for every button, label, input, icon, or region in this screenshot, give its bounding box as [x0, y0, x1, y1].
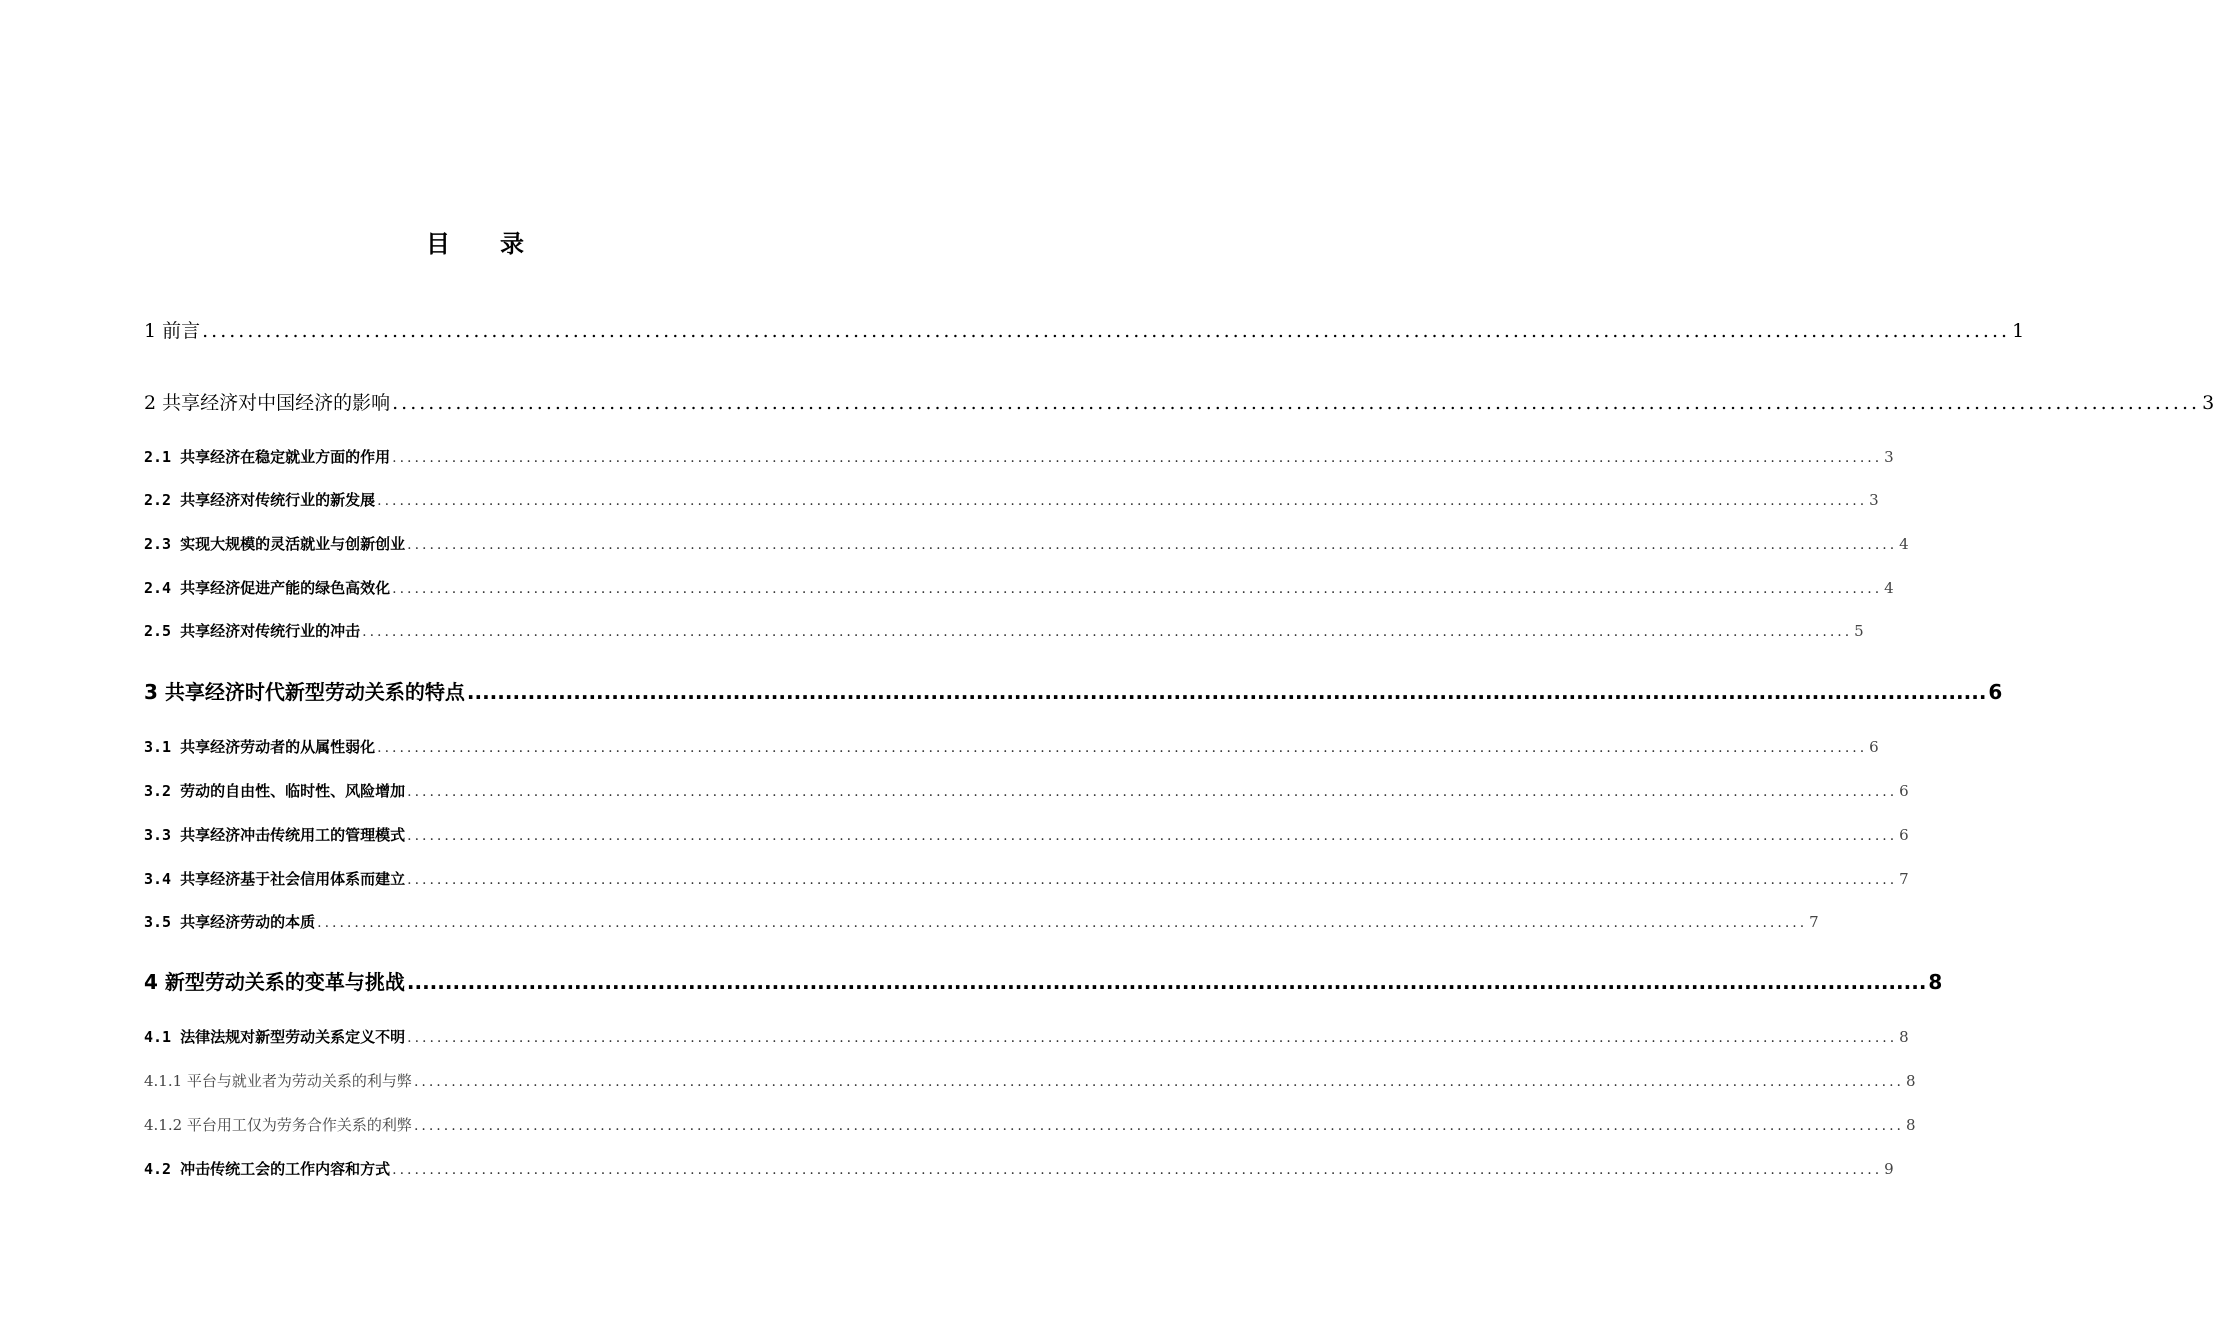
toc-entry-page-number: 7: [1899, 870, 1909, 888]
toc-entry-page-number: 4: [1899, 535, 1909, 553]
toc-entry-label: 3 共享经济时代新型劳动关系的特点: [144, 680, 465, 704]
toc-entry-page-number: 1: [2012, 320, 2025, 342]
toc-leader-dots: ........................................................................................................................................................................................................: [466, 680, 1987, 704]
toc-entry[interactable]: [144, 911, 1819, 932]
toc-leader-dots: ........................................................................................................................................................................................................: [413, 1074, 1904, 1090]
toc-entry-page-number: 9: [1884, 1160, 1894, 1178]
toc-entry-label: 2.1 共享经济在稳定就业方面的作用: [144, 448, 391, 466]
toc-entry-page-number: 8: [1928, 970, 1943, 994]
toc-leader-dots: ........................................................................................................................................................................................................: [392, 450, 1883, 466]
toc-entry-label: 2.2 共享经济对传统行业的新发展: [144, 491, 376, 509]
toc-leader-dots: ........................................................................................................................................................................................................: [407, 872, 1898, 888]
toc-leader-dots: ........................................................................................................................................................................................................: [317, 915, 1808, 931]
toc-entry-label: 4.1.2 平台用工仅为劳务合作关系的利弊: [144, 1116, 412, 1134]
toc-entry[interactable]: [144, 868, 1909, 889]
toc-entry-page-number: 3: [2202, 392, 2214, 414]
toc-leader-dots: ........................................................................................................................................................................................................: [392, 392, 2201, 414]
toc-entry-label: 2.4 共享经济促进产能的绿色高效化: [144, 579, 391, 597]
toc-entry-label: 4.2 冲击传统工会的工作内容和方式: [144, 1160, 391, 1178]
toc-entry[interactable]: [144, 780, 1909, 801]
toc-entry-label: 3.5 共享经济劳动的本质: [144, 913, 316, 931]
toc-leader-dots: ........................................................................................................................................................................................................: [406, 970, 1927, 994]
toc-entry-page-number: 3: [1884, 448, 1894, 466]
toc-entry[interactable]: [144, 1158, 1894, 1179]
toc-entry[interactable]: [144, 1114, 1916, 1135]
toc-entry-label: 4 新型劳动关系的变革与挑战: [144, 970, 405, 994]
toc-entry[interactable]: [144, 620, 1864, 641]
toc-leader-dots: ........................................................................................................................................................................................................: [392, 1162, 1883, 1178]
toc-entry-page-number: 3: [1869, 491, 1879, 509]
toc-entry-label: 2 共享经济对中国经济的影响: [144, 392, 391, 414]
toc-entry-page-number: 8: [1905, 1072, 1916, 1090]
toc-entry-page-number: 8: [1905, 1116, 1916, 1134]
toc-entry-page-number: 8: [1899, 1028, 1909, 1046]
title-char-1: 目: [426, 230, 450, 258]
toc-entry-page-number: 5: [1854, 622, 1864, 640]
toc-entry-label: 4.1.1 平台与就业者为劳动关系的利与弊: [144, 1072, 412, 1090]
toc-entry-page-number: 6: [1869, 738, 1879, 756]
toc-leader-dots: ........................................................................................................................................................................................................: [392, 581, 1883, 597]
toc-entry-label: 4.1 法律法规对新型劳动关系定义不明: [144, 1028, 406, 1046]
toc-entry-label: 3.4 共享经济基于社会信用体系而建立: [144, 870, 406, 888]
toc-entry-page-number: 4: [1884, 579, 1894, 597]
toc-leader-dots: ........................................................................................................................................................................................................: [407, 1030, 1898, 1046]
page-title: [0, 224, 950, 259]
toc-entry-page-number: 6: [1899, 826, 1909, 844]
toc-entry[interactable]: [144, 489, 1879, 510]
toc-entry[interactable]: [144, 1026, 1909, 1047]
toc-entry-label: 2.3 实现大规模的灵活就业与创新创业: [144, 535, 406, 553]
toc-leader-dots: ........................................................................................................................................................................................................: [202, 320, 2011, 342]
toc-entry[interactable]: [144, 1070, 1916, 1091]
toc-entry-label: 3.3 共享经济冲击传统用工的管理模式: [144, 826, 406, 844]
title-char-2: 录: [500, 230, 524, 258]
toc-entry-label: 1 前言: [144, 320, 201, 342]
toc-entry[interactable]: [144, 676, 2003, 705]
toc-leader-dots: ........................................................................................................................................................................................................: [407, 784, 1898, 800]
toc-entry[interactable]: [144, 533, 1909, 554]
toc-leader-dots: ........................................................................................................................................................................................................: [377, 493, 1868, 509]
toc-entry[interactable]: [144, 736, 1879, 757]
toc-entry[interactable]: [144, 824, 1909, 845]
toc-leader-dots: ........................................................................................................................................................................................................: [407, 828, 1898, 844]
toc-entry-label: 3.2 劳动的自由性、临时性、风险增加: [144, 782, 406, 800]
toc-entry-page-number: 7: [1809, 913, 1819, 931]
toc-leader-dots: ........................................................................................................................................................................................................: [362, 624, 1853, 640]
toc-entry-page-number: 6: [1988, 680, 2003, 704]
toc-entry[interactable]: [144, 446, 1894, 467]
toc-leader-dots: ........................................................................................................................................................................................................: [413, 1118, 1904, 1134]
toc-entry[interactable]: [144, 388, 2214, 415]
toc-entry-label: 2.5 共享经济对传统行业的冲击: [144, 622, 361, 640]
toc-entry-page-number: 6: [1899, 782, 1909, 800]
toc-leader-dots: ........................................................................................................................................................................................................: [407, 537, 1898, 553]
toc-entry[interactable]: [144, 316, 2025, 343]
toc-leader-dots: ........................................................................................................................................................................................................: [377, 740, 1868, 756]
toc-entry[interactable]: [144, 966, 1943, 995]
toc-entry-label: 3.1 共享经济劳动者的从属性弱化: [144, 738, 376, 756]
toc-entry[interactable]: [144, 577, 1894, 598]
